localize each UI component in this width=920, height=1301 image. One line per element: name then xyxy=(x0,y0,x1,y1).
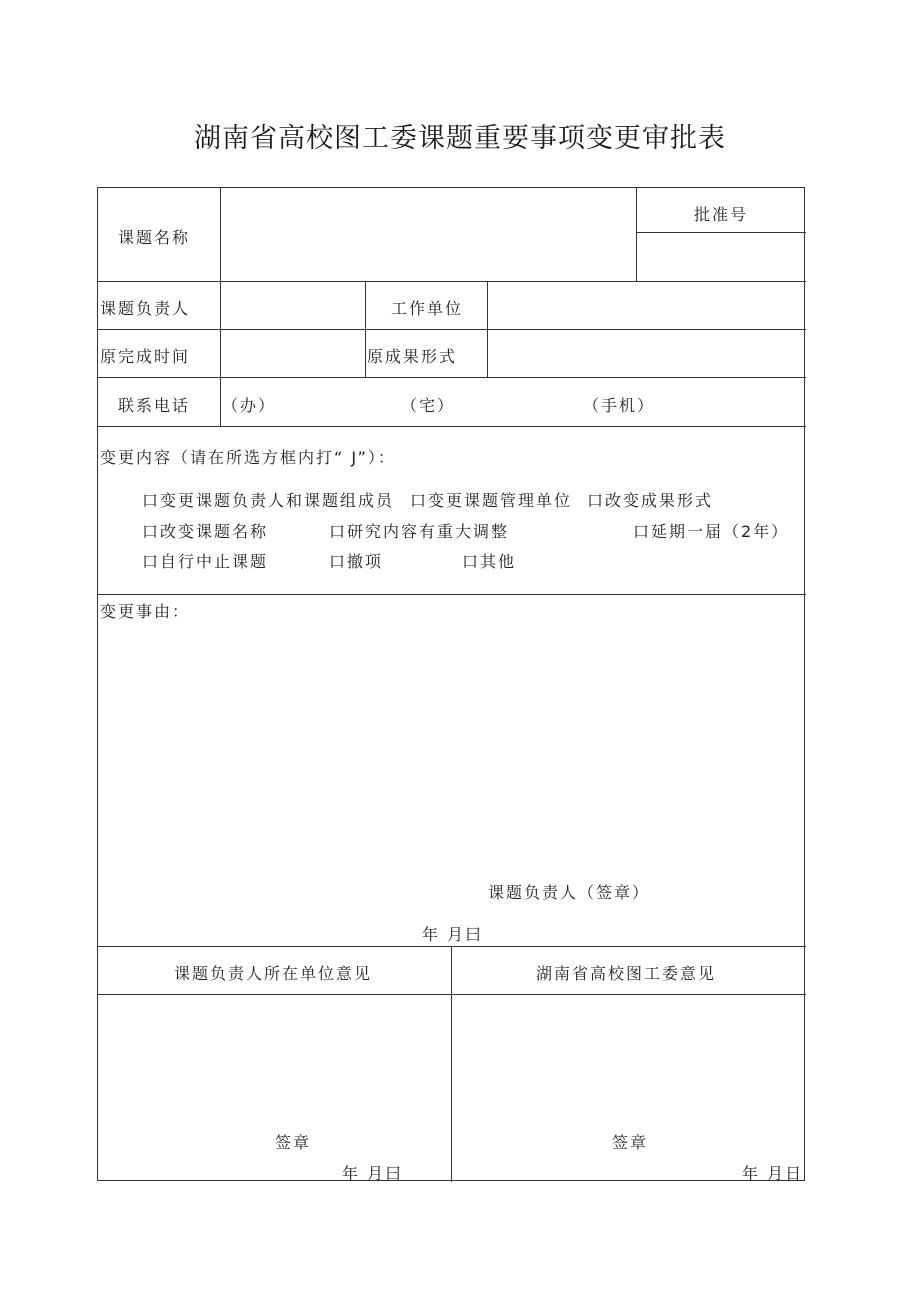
checkbox-option[interactable]: 口变更课题管理单位 xyxy=(410,491,573,510)
project-name-label: 课题名称 xyxy=(118,228,191,247)
committee-opinion-field[interactable] xyxy=(452,995,805,1125)
original-completion-field[interactable] xyxy=(221,330,364,376)
checkbox-option[interactable]: 口研究内容有重大调整 xyxy=(329,522,510,541)
committee-stamp-label: 签章 xyxy=(612,1133,649,1152)
phone-mobile-field[interactable]: （手机） xyxy=(583,396,656,415)
checkbox-option[interactable]: 口其他 xyxy=(462,552,517,571)
divider xyxy=(98,946,806,947)
original-result-form-label: 原成果形式 xyxy=(367,347,458,366)
change-reason-field[interactable] xyxy=(99,623,805,873)
change-reason-label: 变更事由： xyxy=(100,602,191,621)
checkbox-option[interactable]: 口自行中止课题 xyxy=(142,552,269,571)
page-title: 湖南省高校图工委课题重要事项变更审批表 xyxy=(194,123,726,154)
unit-opinion-header: 课题负责人所在单位意见 xyxy=(174,964,373,983)
divider xyxy=(98,594,806,595)
phone-office-field[interactable]: （办） xyxy=(222,396,277,415)
leader-signature-label: 课题负责人（签章） xyxy=(488,883,651,902)
checkbox-option[interactable]: 口延期一届（2年） xyxy=(633,522,790,541)
original-result-form-field[interactable] xyxy=(488,330,805,376)
divider xyxy=(98,377,806,378)
leader-label: 课题负责人 xyxy=(100,299,191,318)
reason-date: 年 月曰 xyxy=(422,925,484,944)
unit-opinion-date: 年 月曰 xyxy=(342,1164,404,1183)
phone-label: 联系电话 xyxy=(118,396,191,415)
approval-no-field[interactable] xyxy=(637,233,805,280)
approval-form xyxy=(97,187,805,1181)
approval-no-label: 批准号 xyxy=(694,205,749,224)
leader-field[interactable] xyxy=(221,282,364,328)
checkbox-option[interactable]: 口改变成果形式 xyxy=(587,491,714,510)
unit-opinion-field[interactable] xyxy=(99,995,450,1125)
work-unit-label: 工作单位 xyxy=(391,299,464,318)
work-unit-field[interactable] xyxy=(488,282,805,328)
checkbox-option[interactable]: 口变更课题负责人和课题组成员 xyxy=(142,491,395,510)
checkbox-option[interactable]: 口撤项 xyxy=(329,552,384,571)
checkbox-option[interactable]: 口改变课题名称 xyxy=(142,522,269,541)
divider xyxy=(98,426,806,427)
committee-opinion-header: 湖南省高校图工委意见 xyxy=(536,964,717,983)
divider xyxy=(365,281,366,377)
unit-stamp-label: 签章 xyxy=(275,1133,312,1152)
committee-opinion-date: 年 月日 xyxy=(742,1164,804,1183)
project-name-field[interactable] xyxy=(221,189,635,280)
change-content-label: 变更内容（请在所选方框内打“ J”）： xyxy=(100,448,396,467)
phone-home-field[interactable]: （宅） xyxy=(401,396,456,415)
original-completion-label: 原完成时间 xyxy=(100,347,191,366)
